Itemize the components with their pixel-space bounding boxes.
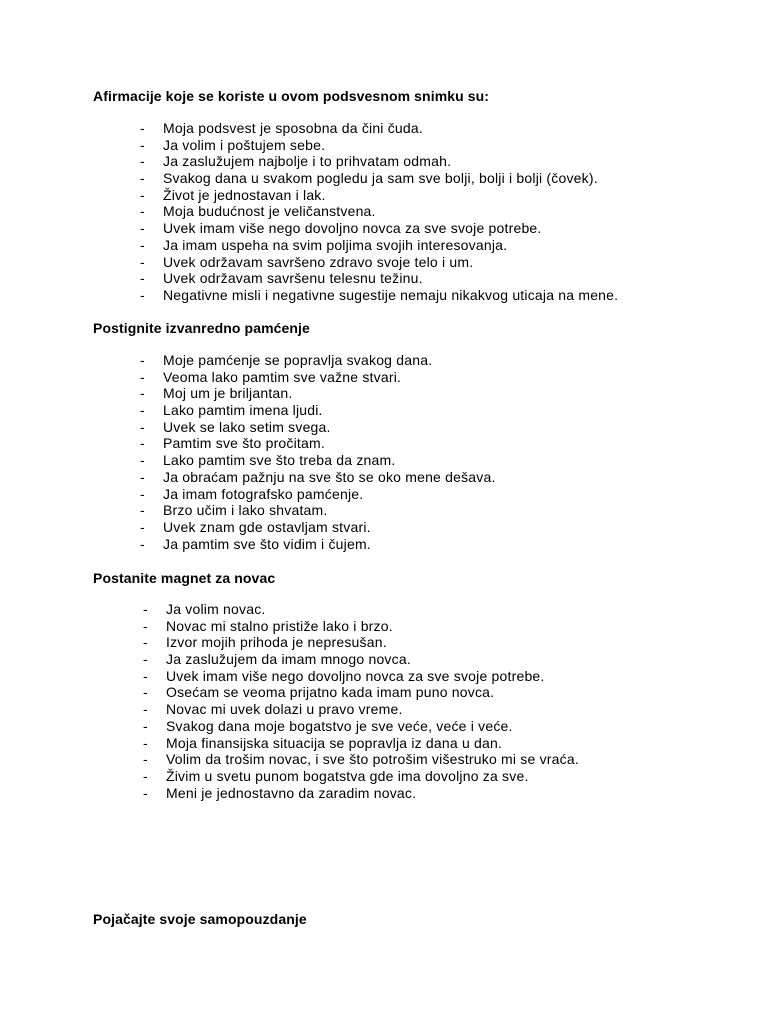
list-item (0, 536, 768, 553)
bullet-dash: - (140, 170, 145, 187)
bullet-dash: - (143, 684, 148, 701)
bullet-dash: - (143, 667, 148, 684)
list-item (0, 402, 768, 419)
bullet-dash: - (140, 352, 145, 368)
list-item (0, 187, 768, 204)
list-item-text: Novac mi uvek dolazi u pravo vreme. (166, 701, 403, 718)
list-item-text: Ja imam fotografsko pamćenje. (163, 485, 364, 502)
list-item (0, 618, 768, 635)
list-item-text: Izvor mojih prihoda je nepresušan. (166, 634, 387, 651)
bullet-dash: - (143, 751, 148, 768)
list-item-text: Pamtim sve što pročitam. (163, 435, 325, 452)
bullet-dash: - (143, 617, 148, 634)
bullet-dash: - (140, 518, 145, 535)
list-item-text: Ja zaslužujem najbolje i to prihvatam odmah. (163, 153, 452, 170)
list-item (0, 369, 768, 386)
bullet-dash: - (140, 535, 145, 552)
list-item-text: Ja volim i poštujem sebe. (163, 136, 326, 153)
bullet-dash: - (140, 136, 145, 153)
list-item (0, 634, 768, 651)
list-item-text: Život je jednostavan i lak. (163, 186, 326, 203)
list-item (0, 469, 768, 486)
list-item (0, 684, 768, 701)
list-item-text: Moja podsvest je sposobna da čini čuda. (163, 120, 423, 136)
list-item (0, 270, 768, 287)
list-item-text: Ja zaslužujem da imam mnogo novca. (166, 651, 411, 668)
list-item-text: Uvek imam više nego dovoljno novca za sve svoje potrebe. (163, 220, 542, 237)
list-item-text: Uvek održavam savršeno zdravo svoje telo i um. (163, 253, 474, 270)
list-item-text: Ja obraćam pažnju na sve što se oko mene dešava. (163, 468, 496, 485)
list-item-text: Uvek održavam savršenu telesnu težinu. (163, 270, 423, 287)
list-item (0, 237, 768, 254)
list-item (0, 668, 768, 685)
list-item-text: Svakog dana moje bogatstvo je sve veće, veće i veće. (166, 717, 513, 734)
list-item-text: Moja finansijska situacija se popravlja iz dana u dan. (166, 734, 503, 751)
list-item-text: Lako pamtim imena ljudi. (163, 402, 323, 419)
bullet-dash: - (140, 236, 145, 253)
affirmation-list (0, 601, 768, 801)
bullet-dash: - (143, 651, 148, 668)
list-item (0, 701, 768, 718)
affirmation-list (0, 352, 768, 552)
bullet-dash: - (140, 452, 145, 469)
bullet-dash: - (143, 734, 148, 751)
list-item-text: Meni je jednostavno da zaradim novac. (166, 784, 417, 801)
list-item-text: Volim da trošim novac, i sve što potrošim višestruko mi se vraća. (166, 751, 579, 768)
section-heading: Postignite izvanredno pamćenje (93, 320, 310, 336)
list-item-text: Moje pamćenje se popravlja svakog dana. (163, 352, 433, 368)
list-item (0, 120, 768, 137)
list-item-text: Moj um je briljantan. (163, 385, 293, 402)
list-item (0, 137, 768, 154)
bullet-dash: - (140, 186, 145, 203)
bullet-dash: - (140, 153, 145, 170)
list-item (0, 419, 768, 436)
list-item-text: Uvek se lako setim svega. (163, 418, 331, 435)
list-item (0, 785, 768, 802)
list-item (0, 385, 768, 402)
section-heading: Pojačajte svoje samopouzdanje (93, 911, 307, 927)
bullet-dash: - (140, 203, 145, 220)
list-item (0, 435, 768, 452)
list-item (0, 651, 768, 668)
list-item (0, 768, 768, 785)
bullet-dash: - (140, 468, 145, 485)
bullet-dash: - (140, 120, 145, 136)
list-item (0, 718, 768, 735)
list-item-text: Negativne misli i negativne sugestije nemaju nikakvog uticaja na mene. (163, 286, 619, 303)
bullet-dash: - (140, 286, 145, 303)
section-heading: Postanite magnet za novac (93, 570, 276, 586)
list-item-text: Moja budućnost je veličanstvena. (163, 203, 376, 220)
list-item-text: Lako pamtim sve što treba da znam. (163, 452, 396, 469)
list-item (0, 735, 768, 752)
bullet-dash: - (140, 368, 145, 385)
bullet-dash: - (140, 485, 145, 502)
list-item-text: Osećam se veoma prijatno kada imam puno novca. (166, 684, 495, 701)
bullet-dash: - (140, 220, 145, 237)
list-item (0, 751, 768, 768)
bullet-dash: - (143, 634, 148, 651)
list-item (0, 352, 768, 369)
bullet-dash: - (140, 402, 145, 419)
list-item (0, 170, 768, 187)
affirmation-list (0, 120, 768, 304)
bullet-dash: - (140, 418, 145, 435)
list-item-text: Ja volim novac. (166, 601, 266, 617)
list-item-text: Brzo učim i lako shvatam. (163, 502, 328, 519)
section-heading: Afirmacije koje se koriste u ovom podsvesnom snimku su: (93, 88, 490, 104)
bullet-dash: - (140, 253, 145, 270)
bullet-dash: - (143, 701, 148, 718)
list-item-text: Ja pamtim sve što vidim i čujem. (163, 535, 371, 552)
list-item-text: Uvek imam više nego dovoljno novca za sve svoje potrebe. (166, 667, 545, 684)
list-item (0, 452, 768, 469)
list-item (0, 486, 768, 503)
bullet-dash: - (143, 767, 148, 784)
list-item (0, 220, 768, 237)
list-item (0, 153, 768, 170)
list-item (0, 203, 768, 220)
list-item (0, 601, 768, 618)
bullet-dash: - (143, 717, 148, 734)
list-item-text: Novac mi stalno pristiže lako i brzo. (166, 617, 393, 634)
list-item (0, 502, 768, 519)
bullet-dash: - (140, 435, 145, 452)
bullet-dash: - (143, 784, 148, 801)
list-item-text: Veoma lako pamtim sve važne stvari. (163, 368, 402, 385)
bullet-dash: - (143, 601, 148, 617)
bullet-dash: - (140, 270, 145, 287)
list-item (0, 287, 768, 304)
list-item-text: Ja imam uspeha na svim poljima svojih interesovanja. (163, 236, 508, 253)
list-item-text: Svakog dana u svakom pogledu ja sam sve bolji, bolji i bolji (čovek). (163, 170, 598, 187)
bullet-dash: - (140, 502, 145, 519)
list-item-text: Živim u svetu punom bogatstva gde ima dovoljno za sve. (166, 767, 529, 784)
list-item (0, 519, 768, 536)
list-item-text: Uvek znam gde ostavljam stvari. (163, 518, 371, 535)
list-item (0, 254, 768, 271)
bullet-dash: - (140, 385, 145, 402)
